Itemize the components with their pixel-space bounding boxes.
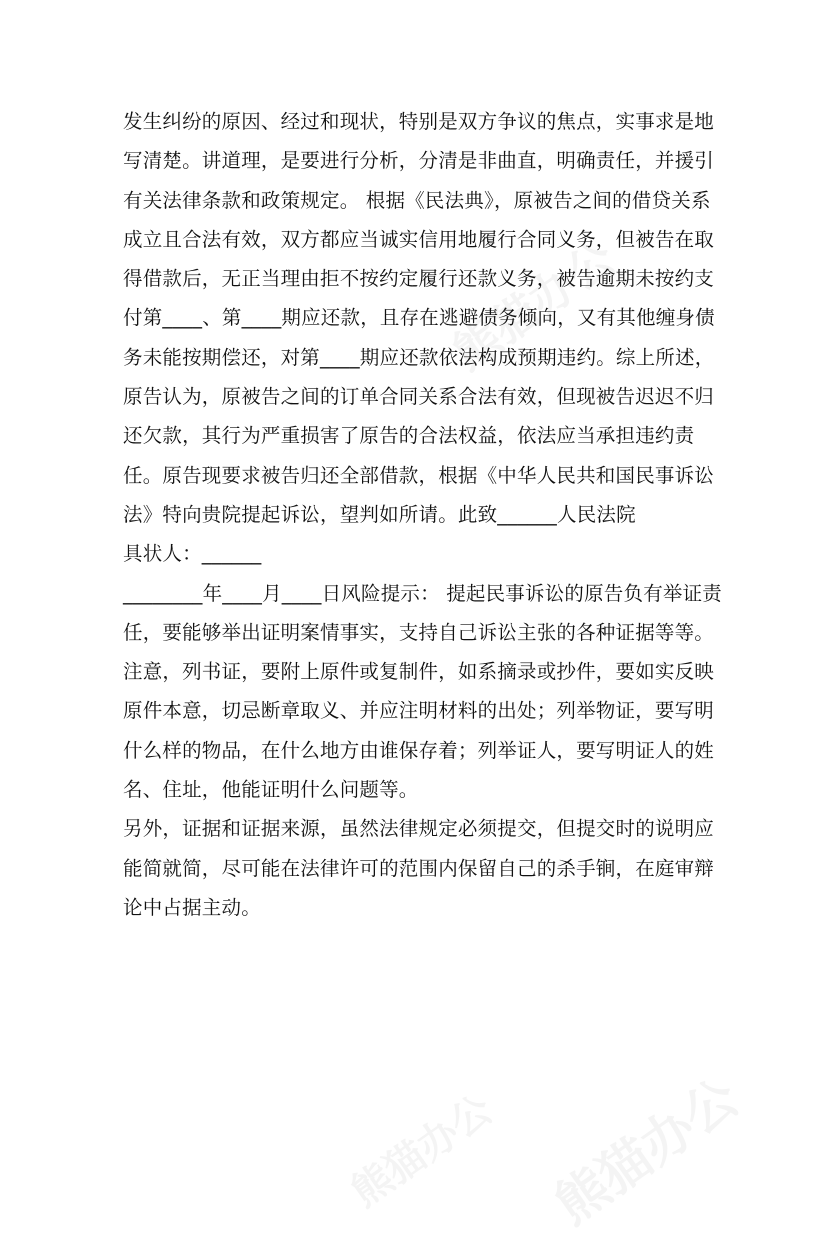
watermark	[338, 1079, 502, 1217]
paragraph-evidence-notes: 注意，列书证，要附上原件或复制件，如系摘录或抄件，要如实反映原件本意，切忌断章取义、并应注明材料的出处；列举物证，要写明什么样的物品，在什么地方由谁保存着；列举证人，要写明证人的姓名、住址，他能证明什么问题等。	[123, 660, 715, 802]
document-body	[123, 102, 723, 927]
paragraph-complaint-body: 发生纠纷的原因、经过和现状，特别是双方争议的焦点，实事求是地写清楚。讲道理，是要进行分析，分清是非曲直，明确责任，并援引有关法律条款和政策规定。 根据《民法典》，原被告之间的借贷关系成立且合法有效，双方都应当诚实信用地履行合同义务，但被告在取得借款后，无正当理由拒不按约定履行还款义务，被告逾期未按约支付第____、第____期应还款，且存在逃避债务倾向，又有其他缠身债务未能按期偿还，对第____期应还款依法构成预期违约。综上所述，原告认为，原被告之间的订单合同关系合法有效，但现被告迟迟不归还欠款，其行为严重损害了原告的合法权益，依法应当承担违约责任。原告现要求被告归还全部借款，根据《中华人民共和国民事诉讼法》特向贵院提起诉讼，望判如所请。此致______人民法院	[123, 110, 715, 526]
paragraph-evidence-strategy: 另外，证据和证据来源，虽然法律规定必须提交，但提交时的说明应能简就简，尽可能在法律许可的范围内保留自己的杀手锏，在庭审辩论中占据主动。	[123, 817, 715, 919]
watermark	[537, 1057, 750, 1238]
paragraph-date-risk-notice: ________年____月____日风险提示： 提起民事诉讼的原告负有举证责任，要能够举出证明案情事实，支持自己诉讼主张的各种证据等等。	[123, 581, 722, 644]
paragraph-plaintiff-signature: 具状人：______	[123, 542, 262, 566]
